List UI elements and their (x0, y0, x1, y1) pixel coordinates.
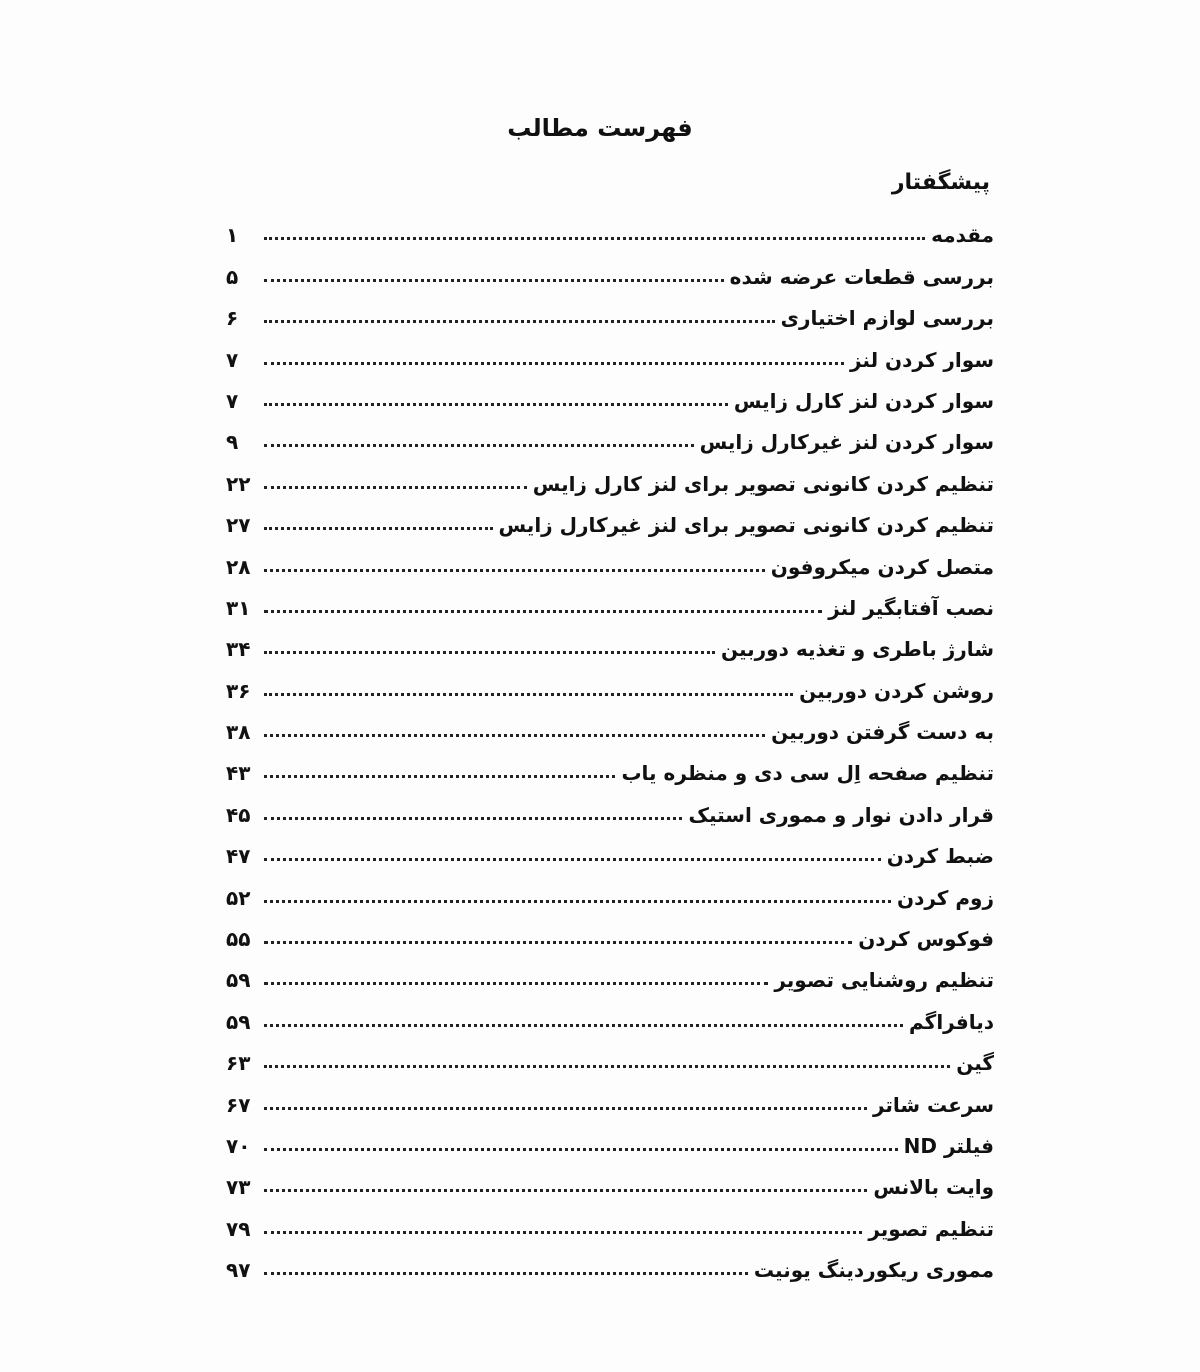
dot-leader (264, 775, 615, 778)
toc-entry (226, 1158, 994, 1199)
toc-entry-page: ۳۸ (226, 720, 251, 745)
dot-leader (264, 734, 765, 737)
page-title: فهرست مطالب (507, 114, 693, 142)
toc-entry-page: ۵ (226, 264, 239, 289)
toc-entry (226, 1034, 994, 1075)
toc-entry-title: تنظیم کردن کانونی تصویر برای لنز غیرکارل زایس (498, 513, 994, 538)
toc-entry (226, 827, 994, 868)
toc-entry-title: به دست گرفتن دوربین (771, 720, 994, 745)
dot-leader (264, 569, 765, 572)
toc-entry-title: متصل کردن میکروفون (770, 554, 994, 579)
dot-leader (264, 941, 852, 944)
toc-entry-title: بررسی قطعات عرضه شده (729, 264, 994, 289)
dot-leader (264, 237, 925, 240)
toc-entry-title: زوم کردن (897, 885, 994, 910)
preface-heading: پیشگفتار (891, 170, 990, 195)
toc-entry-page: ۴۳ (226, 761, 251, 786)
toc-entry-title: شارژ باطری و تغذیه دوربین (721, 637, 994, 662)
toc-entry (226, 1199, 994, 1240)
toc-entry (226, 992, 994, 1033)
toc-entry (226, 910, 994, 951)
toc-entry-title: گین (956, 1051, 994, 1076)
dot-leader (264, 1107, 867, 1110)
toc-entry (226, 785, 994, 826)
toc-entry (226, 868, 994, 909)
toc-entry-title: تنظیم صفحه اِل سی دی و منظره یاب (621, 761, 994, 786)
dot-leader (264, 817, 682, 820)
toc-entry (226, 951, 994, 992)
table-of-contents (226, 206, 994, 1282)
toc-entry-page: ۲۸ (226, 554, 251, 579)
toc-entry-page: ۳۱ (226, 595, 251, 620)
toc-entry (226, 1075, 994, 1116)
toc-entry-title: تنظیم تصویر (868, 1216, 994, 1241)
toc-entry-page: ۶ (226, 306, 239, 331)
toc-entry-title: سرعت شاتر (872, 1092, 994, 1117)
toc-entry (226, 206, 994, 247)
toc-entry (226, 1241, 994, 1282)
toc-entry-title: بررسی لوازم اختیاری (780, 306, 994, 331)
toc-entry-title: تنظیم کردن کانونی تصویر برای لنز کارل زایس (532, 471, 994, 496)
dot-leader (264, 486, 527, 489)
dot-leader (264, 610, 822, 613)
dot-leader (264, 444, 694, 447)
toc-entry (226, 1117, 994, 1158)
toc-entry-page: ۷ (226, 388, 239, 413)
toc-entry (226, 620, 994, 661)
dot-leader (264, 320, 775, 323)
toc-entry-page: ۶۳ (226, 1051, 251, 1076)
dot-leader (264, 1189, 867, 1192)
dot-leader (264, 1065, 950, 1068)
toc-entry (226, 537, 994, 578)
toc-entry (226, 289, 994, 330)
toc-entry (226, 744, 994, 785)
toc-entry-page: ۹۷ (226, 1258, 251, 1283)
toc-entry (226, 372, 994, 413)
toc-entry-title: نصب آفتابگیر لنز (828, 595, 994, 620)
toc-entry-page: ۲۷ (226, 513, 251, 538)
toc-entry-page: ۷ (226, 347, 239, 372)
toc-entry (226, 579, 994, 620)
dot-leader (264, 1231, 862, 1234)
toc-entry-title: سوار کردن لنز غیرکارل زایس (699, 430, 994, 455)
toc-entry-page: ۳۴ (226, 637, 251, 662)
toc-entry-page: ۷۰ (226, 1133, 251, 1158)
dot-leader (264, 651, 715, 654)
dot-leader (264, 693, 793, 696)
toc-entry (226, 661, 994, 702)
dot-leader (264, 279, 724, 282)
dot-leader (264, 1148, 898, 1151)
toc-entry-page: ۷۹ (226, 1216, 251, 1241)
toc-entry (226, 703, 994, 744)
toc-entry (226, 413, 994, 454)
toc-entry-title: مموری ریکوردینگ یونیت (753, 1258, 994, 1283)
toc-entry-title: تنظیم روشنایی تصویر (774, 968, 994, 993)
toc-entry-page: ۵۹ (226, 968, 251, 993)
toc-entry-title: سوار کردن لنز کارل زایس (733, 388, 994, 413)
toc-entry-page: ۳۶ (226, 678, 251, 703)
toc-entry-title: ضبط کردن (886, 844, 994, 869)
dot-leader (264, 982, 768, 985)
toc-entry-page: ۴۷ (226, 844, 251, 869)
dot-leader (264, 858, 881, 861)
toc-entry-title: وایت بالانس (873, 1175, 994, 1200)
toc-entry (226, 330, 994, 371)
toc-entry-title: سوار کردن لنز (849, 347, 994, 372)
toc-entry-page: ۲۲ (226, 471, 251, 496)
toc-entry-page: ۷۳ (226, 1175, 251, 1200)
toc-entry-title: مقدمه (931, 223, 994, 248)
toc-entry (226, 496, 994, 537)
toc-entry-title: روشن کردن دوربین (799, 678, 994, 703)
toc-entry-page: ۵۵ (226, 927, 251, 952)
toc-entry-page: ۴۵ (226, 802, 251, 827)
toc-entry (226, 247, 994, 288)
toc-entry-title: فوکوس کردن (858, 927, 994, 952)
toc-entry-page: ۵۲ (226, 885, 251, 910)
toc-entry-page: ۶۷ (226, 1092, 251, 1117)
toc-entry-page: ۹ (226, 430, 239, 455)
toc-entry-title: دیافراگم (909, 1009, 994, 1034)
dot-leader (264, 900, 891, 903)
toc-entry-page: ۱ (226, 223, 239, 248)
toc-entry-title: قرار دادن نوار و مموری استیک (688, 802, 994, 827)
toc-entry-title: فیلتر ND (903, 1133, 994, 1158)
toc-entry-page: ۵۹ (226, 1009, 251, 1034)
dot-leader (264, 403, 728, 406)
dot-leader (264, 1024, 903, 1027)
dot-leader (264, 527, 493, 530)
toc-entry (226, 454, 994, 495)
dot-leader (264, 362, 844, 365)
dot-leader (264, 1272, 748, 1275)
